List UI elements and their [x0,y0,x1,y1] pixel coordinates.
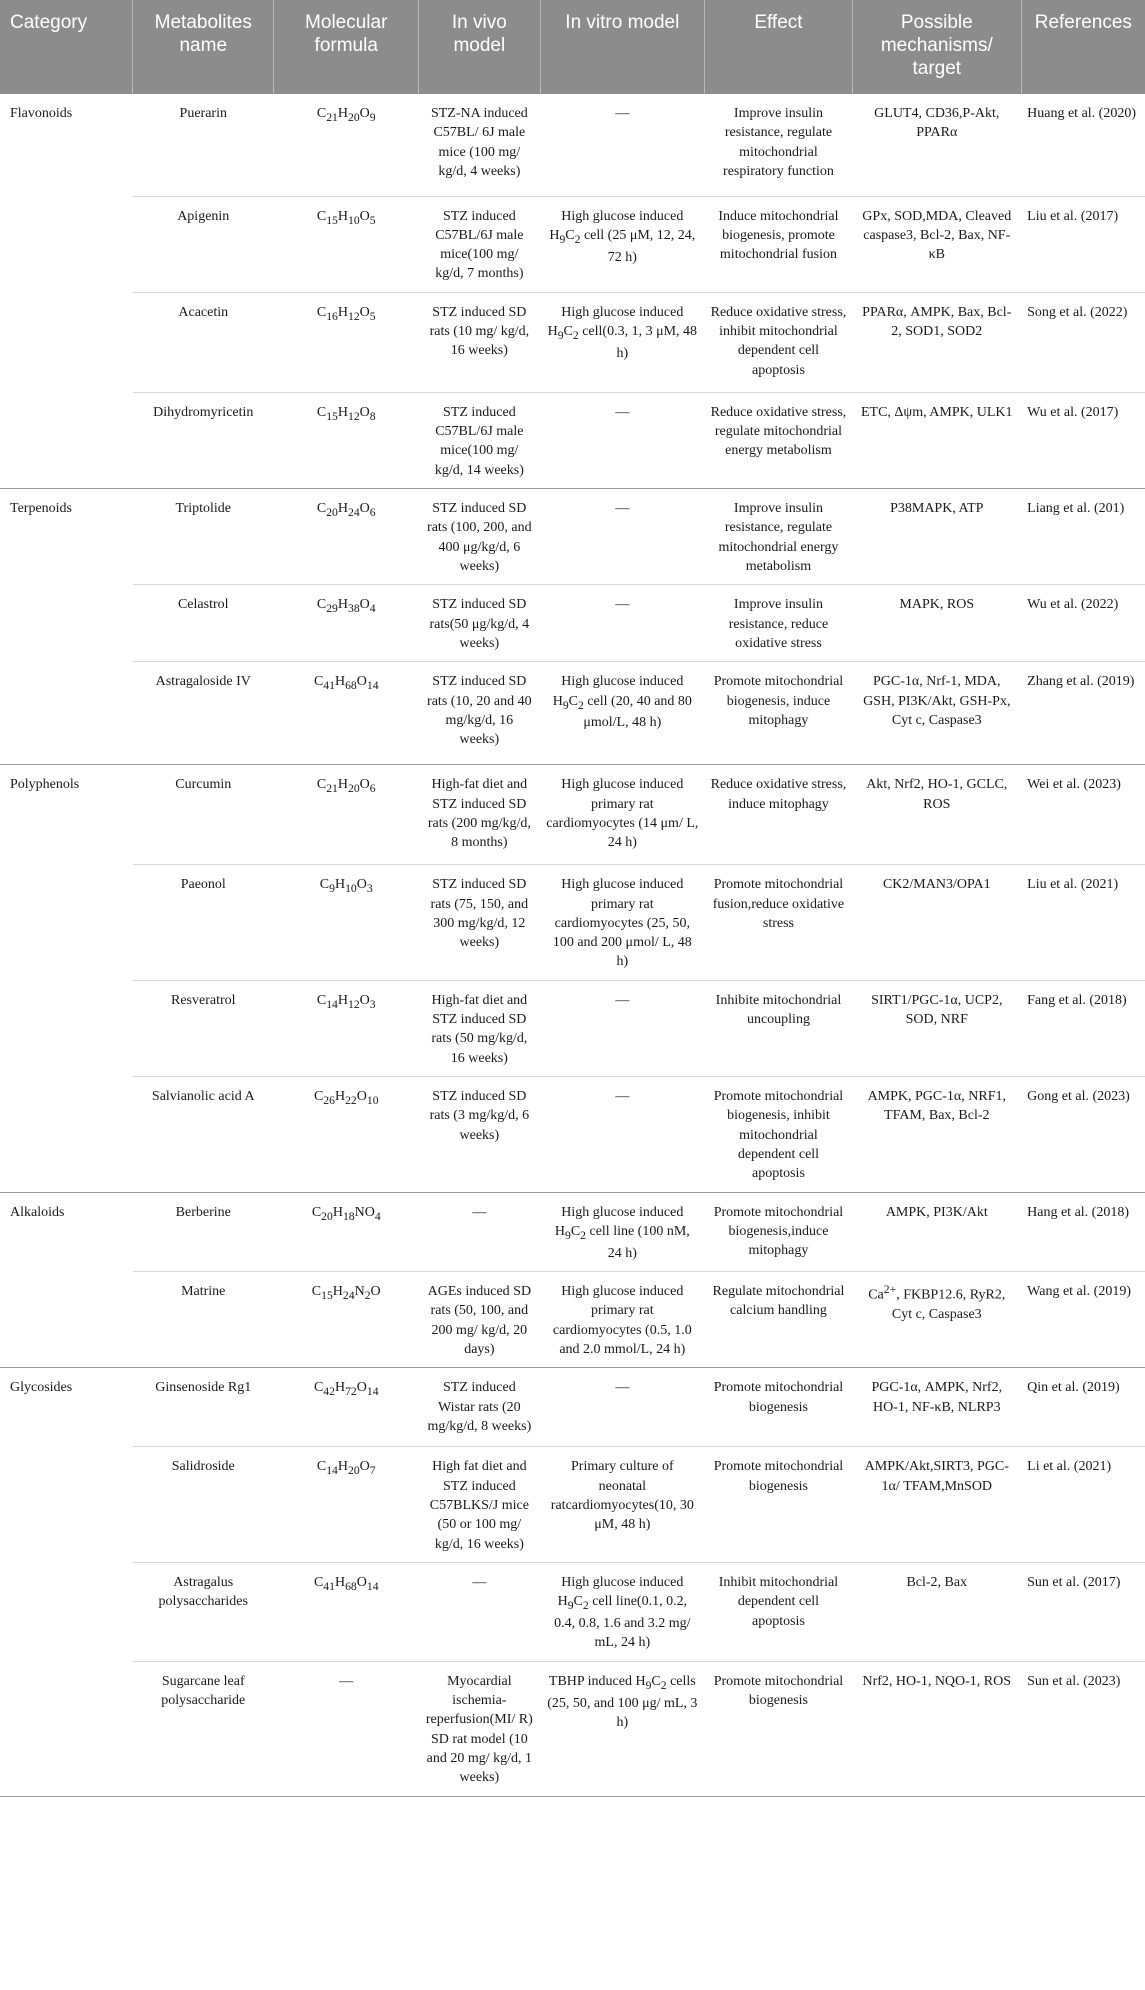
metabolite-name-cell: Salidroside [133,1447,274,1563]
reference-cell: Huang et al. (2020) [1021,94,1145,196]
reference-cell: Wei et al. (2023) [1021,765,1145,865]
table-row [0,1368,1145,1447]
molecular-formula-cell: $C_{14}H_{20}O_7$ [274,1447,419,1563]
mechanisms-cell: $Ca^{2+}$, FKBP12.6, RyR2, Cyt c, Caspase3 [852,1272,1021,1368]
in-vivo-model-cell: STZ induced SD rats(50 μg/kg/d, 4 weeks) [419,585,541,662]
effect-cell: Induce mitochondrial biogenesis, promote mitochondrial fusion [705,196,853,292]
effect-cell: Improve insulin resistance, regulate mitochondrial respiratory function [705,94,853,196]
in-vivo-model-cell: STZ induced C57BL/6J male mice(100 mg/ kg/d, 7 months) [419,196,541,292]
in-vitro-model-cell: High glucose induced primary rat cardiomyocytes (14 μm/ L, 24 h) [540,765,704,865]
reference-cell: Fang et al. (2018) [1021,980,1145,1076]
effect-cell: Promote mitochondrial biogenesis [705,1447,853,1563]
mechanisms-cell: CK2/MAN3/OPA1 [852,865,1021,981]
metabolite-name-cell: Ginsenoside Rg1 [133,1368,274,1447]
category-cell: Alkaloids [0,1192,133,1368]
molecular-formula-cell: $C_{20}H_{18}NO_4$ [274,1192,419,1272]
in-vivo-model-cell: STZ induced SD rats (75, 150, and 300 mg/kg/d, 12 weeks) [419,865,541,981]
molecular-formula-cell: $C_{21}H_{20}O_9$ [274,94,419,196]
header-effect: Effect [705,0,853,94]
molecular-formula-cell: $C_{15}H_{10}O_5$ [274,196,419,292]
mechanisms-cell: PPARα, AMPK, Bax, Bcl-2, SOD1, SOD2 [852,292,1021,392]
metabolite-name-cell: Dihydromyricetin [133,392,274,488]
in-vitro-model-cell: — [540,1368,704,1447]
header-category: Category [0,0,133,94]
category-cell: Flavonoids [0,94,133,489]
molecular-formula-cell: $C_{15}H_{12}O_8$ [274,392,419,488]
effect-cell: Promote mitochondrial biogenesis, inhibit mitochondrial dependent cell apoptosis [705,1077,853,1193]
molecular-formula-cell: $C_{21}H_{20}O_6$ [274,765,419,865]
mechanisms-cell: MAPK, ROS [852,585,1021,662]
mechanisms-cell: P38MAPK, ATP [852,489,1021,585]
in-vitro-model-cell: — [540,980,704,1076]
in-vivo-model-cell: AGEs induced SD rats (50, 100, and 200 mg/ kg/d, 20 days) [419,1272,541,1368]
header-references: References [1021,0,1145,94]
header-in-vitro-model: In vitro model [540,0,704,94]
in-vitro-model-cell: — [540,94,704,196]
category-cell: Polyphenols [0,765,133,1192]
header-metabolites-name: Metabolites name [133,0,274,94]
in-vivo-model-cell: High fat diet and STZ induced C57BLKS/J mice (50 or 100 mg/ kg/d, 16 weeks) [419,1447,541,1563]
in-vitro-model-cell: — [540,1077,704,1193]
effect-cell: Regulate mitochondrial calcium handling [705,1272,853,1368]
mechanisms-cell: ETC, Δψm, AMPK, ULK1 [852,392,1021,488]
effect-cell: Reduce oxidative stress, regulate mitochondrial energy metabolism [705,392,853,488]
metabolite-name-cell: Acacetin [133,292,274,392]
molecular-formula-cell: $C_{15}H_{24}N_2O$ [274,1272,419,1368]
molecular-formula-cell: $C_9H_{10}O_3$ [274,865,419,981]
molecular-formula-cell: $C_{26}H_{22}O_{10}$ [274,1077,419,1193]
table-row [0,1272,1145,1368]
mechanisms-cell: GLUT4, CD36,P-Akt, PPARα [852,94,1021,196]
reference-cell: Sun et al. (2017) [1021,1562,1145,1661]
table-row [0,94,1145,196]
effect-cell: Promote mitochondrial biogenesis, induce mitophagy [705,662,853,765]
in-vivo-model-cell: — [419,1562,541,1661]
reference-cell: Liang et al. (201) [1021,489,1145,585]
in-vitro-model-cell: — [540,392,704,488]
effect-cell: Improve insulin resistance, regulate mitochondrial energy metabolism [705,489,853,585]
table-row [0,1447,1145,1563]
mechanisms-cell: Nrf2, HO-1, NQO-1, ROS [852,1661,1021,1796]
reference-cell: Li et al. (2021) [1021,1447,1145,1563]
metabolite-name-cell: Sugarcane leaf polysaccharide [133,1661,274,1796]
effect-cell: Reduce oxidative stress, inhibit mitochondrial dependent cell apoptosis [705,292,853,392]
effect-cell: Inhibite mitochondrial uncoupling [705,980,853,1076]
header-molecular-formula: Molecular formula [274,0,419,94]
in-vivo-model-cell: High-fat diet and STZ induced SD rats (50 mg/kg/d, 16 weeks) [419,980,541,1076]
metabolite-name-cell: Curcumin [133,765,274,865]
in-vivo-model-cell: Myocardial ischemia-reperfusion(MI/ R) SD rat model (10 and 20 mg/ kg/d, 1 weeks) [419,1661,541,1796]
mechanisms-cell: AMPK/Akt,SIRT3, PGC-1α/ TFAM,MnSOD [852,1447,1021,1563]
table-row [0,489,1145,585]
table-row [0,865,1145,981]
mechanisms-cell: PGC-1α, AMPK, Nrf2, HO-1, NF-κB, NLRP3 [852,1368,1021,1447]
in-vitro-model-cell: High glucose induced $H_9C_2$ cell (25 μM, 12, 24, 72 h) [540,196,704,292]
molecular-formula-cell: $C_{41}H_{68}O_{14}$ [274,662,419,765]
reference-cell: Zhang et al. (2019) [1021,662,1145,765]
effect-cell: Inhibit mitochondrial dependent cell apoptosis [705,1562,853,1661]
molecular-formula-cell: $C_{14}H_{12}O_3$ [274,980,419,1076]
effect-cell: Promote mitochondrial fusion,reduce oxidative stress [705,865,853,981]
table-row [0,196,1145,292]
table-row [0,662,1145,765]
metabolite-name-cell: Resveratrol [133,980,274,1076]
in-vitro-model-cell: High glucose induced primary rat cardiomyocytes (25, 50, 100 and 200 μmol/ L, 48 h) [540,865,704,981]
metabolite-name-cell: Apigenin [133,196,274,292]
reference-cell: Wu et al. (2017) [1021,392,1145,488]
mechanisms-cell: PGC-1α, Nrf-1, MDA, GSH, PI3K/Akt, GSH-Px, Cyt c, Caspase3 [852,662,1021,765]
molecular-formula-cell: $C_{41}H_{68}O_{14}$ [274,1562,419,1661]
metabolite-name-cell: Berberine [133,1192,274,1272]
table-row [0,1192,1145,1272]
table-row [0,980,1145,1076]
metabolite-name-cell: Matrine [133,1272,274,1368]
reference-cell: Liu et al. (2021) [1021,865,1145,981]
header-row [0,0,1145,94]
metabolite-name-cell: Astragalus polysaccharides [133,1562,274,1661]
molecular-formula-cell: $C_{29}H_{38}O_4$ [274,585,419,662]
reference-cell: Song et al. (2022) [1021,292,1145,392]
in-vitro-model-cell: High glucose induced $H_9C_2$ cell (20, 40 and 80 μmol/L, 48 h) [540,662,704,765]
molecular-formula-cell: $C_{16}H_{12}O_5$ [274,292,419,392]
effect-cell: Improve insulin resistance, reduce oxidative stress [705,585,853,662]
effect-cell: Reduce oxidative stress, induce mitophagy [705,765,853,865]
table-row [0,765,1145,865]
in-vivo-model-cell: STZ induced SD rats (10, 20 and 40 mg/kg/d, 16 weeks) [419,662,541,765]
in-vivo-model-cell: STZ induced SD rats (10 mg/ kg/d, 16 weeks) [419,292,541,392]
table-row [0,392,1145,488]
reference-cell: Wang et al. (2019) [1021,1272,1145,1368]
mechanisms-cell: AMPK, PI3K/Akt [852,1192,1021,1272]
molecular-formula-cell: $C_{42}H_{72}O_{14}$ [274,1368,419,1447]
table-row [0,1077,1145,1193]
in-vitro-model-cell: TBHP induced $H_9C_2$ cells (25, 50, and 100 μg/ mL, 3 h) [540,1661,704,1796]
effect-cell: Promote mitochondrial biogenesis [705,1661,853,1796]
in-vivo-model-cell: STZ induced SD rats (3 mg/kg/d, 6 weeks) [419,1077,541,1193]
metabolite-name-cell: Paeonol [133,865,274,981]
in-vivo-model-cell: STZ-NA induced C57BL/ 6J male mice (100 mg/ kg/d, 4 weeks) [419,94,541,196]
in-vitro-model-cell: — [540,489,704,585]
in-vitro-model-cell: High glucose induced primary rat cardiomyocytes (0.5, 1.0 and 2.0 mmol/L, 24 h) [540,1272,704,1368]
reference-cell: Hang et al. (2018) [1021,1192,1145,1272]
metabolite-name-cell: Triptolide [133,489,274,585]
in-vitro-model-cell: — [540,585,704,662]
in-vivo-model-cell: STZ induced Wistar rats (20 mg/kg/d, 8 weeks) [419,1368,541,1447]
mechanisms-cell: Akt, Nrf2, HO-1, GCLC, ROS [852,765,1021,865]
molecular-formula-cell: — [274,1661,419,1796]
mechanisms-cell: GPx, SOD,MDA, Cleaved caspase3, Bcl-2, Bax, NF-κB [852,196,1021,292]
mechanisms-cell: Bcl-2, Bax [852,1562,1021,1661]
effect-cell: Promote mitochondrial biogenesis,induce mitophagy [705,1192,853,1272]
reference-cell: Sun et al. (2023) [1021,1661,1145,1796]
table-row [0,1562,1145,1661]
in-vivo-model-cell: STZ induced SD rats (100, 200, and 400 μg/kg/d, 6 weeks) [419,489,541,585]
mechanisms-cell: AMPK, PGC-1α, NRF1, TFAM, Bax, Bcl-2 [852,1077,1021,1193]
in-vitro-model-cell: Primary culture of neonatal ratcardiomyocytes(10, 30 μM, 48 h) [540,1447,704,1563]
in-vivo-model-cell: — [419,1192,541,1272]
category-cell: Glycosides [0,1368,133,1796]
in-vitro-model-cell: High glucose induced $H_9C_2$ cell(0.3, 1, 3 μM, 48 h) [540,292,704,392]
table-row [0,292,1145,392]
header-in-vivo-model: In vivo model [419,0,541,94]
in-vivo-model-cell: STZ induced C57BL/6J male mice(100 mg/ kg/d, 14 weeks) [419,392,541,488]
reference-cell: Qin et al. (2019) [1021,1368,1145,1447]
metabolite-name-cell: Celastrol [133,585,274,662]
reference-cell: Liu et al. (2017) [1021,196,1145,292]
in-vitro-model-cell: High glucose induced $H_9C_2$ cell line(0.1, 0.2, 0.4, 0.8, 1.6 and 3.2 mg/ mL, 24 h) [540,1562,704,1661]
reference-cell: Gong et al. (2023) [1021,1077,1145,1193]
table-row [0,1661,1145,1796]
effect-cell: Promote mitochondrial biogenesis [705,1368,853,1447]
metabolite-name-cell: Puerarin [133,94,274,196]
molecular-formula-cell: $C_{20}H_{24}O_6$ [274,489,419,585]
metabolite-name-cell: Astragaloside IV [133,662,274,765]
header-mechanisms: Possible mechanisms/ target [852,0,1021,94]
mechanisms-cell: SIRT1/PGC-1α, UCP2, SOD, NRF [852,980,1021,1076]
table-row [0,585,1145,662]
table-body [0,94,1145,1796]
category-cell: Terpenoids [0,489,133,765]
in-vivo-model-cell: High-fat diet and STZ induced SD rats (200 mg/kg/d, 8 months) [419,765,541,865]
in-vitro-model-cell: High glucose induced $H_9C_2$ cell line (100 nM, 24 h) [540,1192,704,1272]
reference-cell: Wu et al. (2022) [1021,585,1145,662]
metabolite-name-cell: Salvianolic acid A [133,1077,274,1193]
